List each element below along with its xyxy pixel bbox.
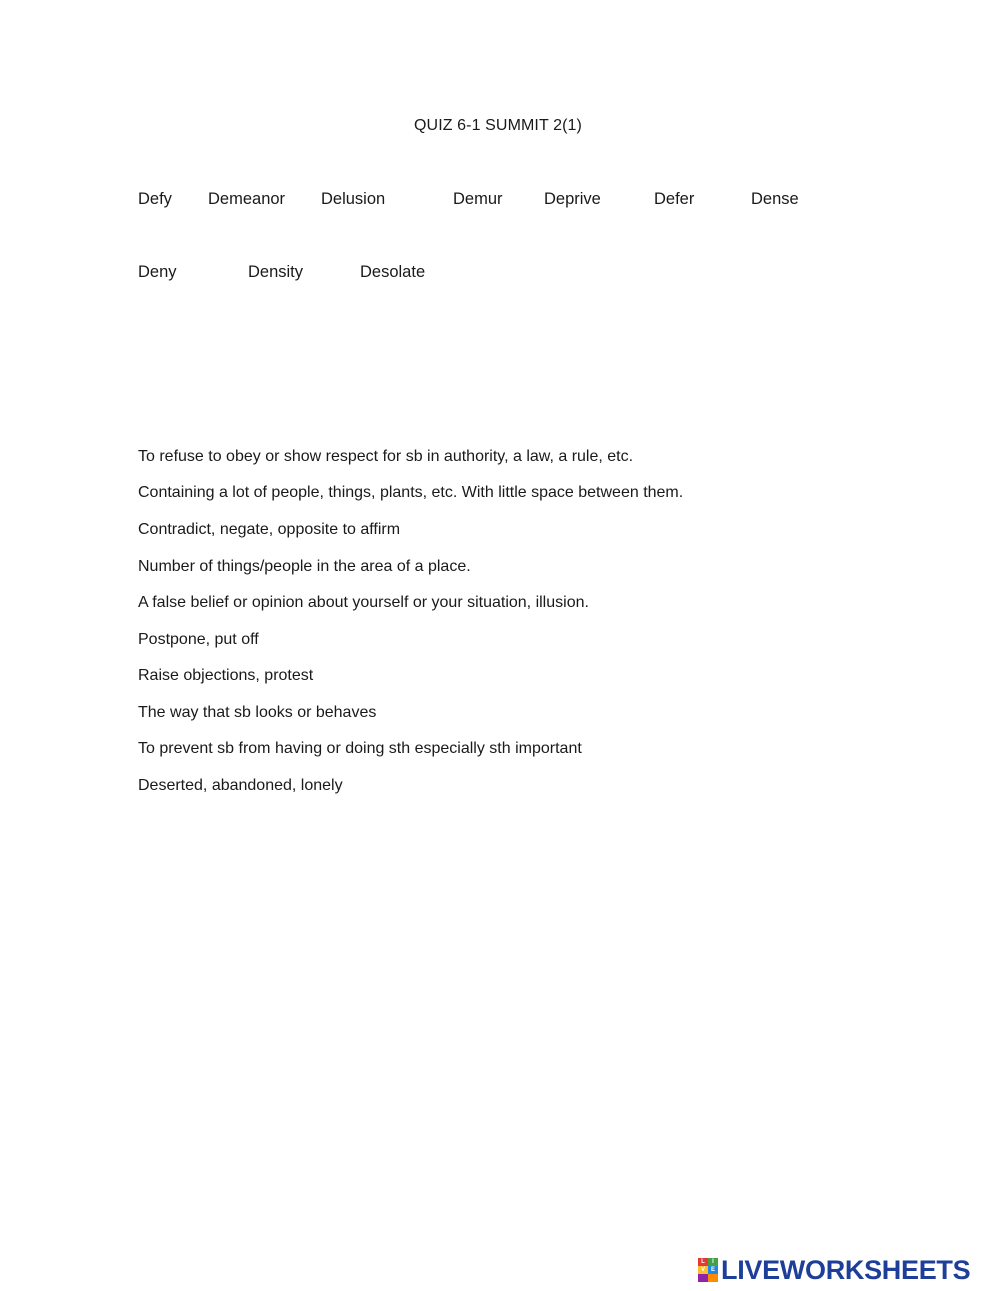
word-bank-item: Desolate (360, 263, 426, 281)
word-bank-item: Deny (138, 263, 177, 281)
logo-mark-icon (698, 1258, 718, 1282)
logo-tile: L (698, 1258, 708, 1266)
word-bank-item: Demur (453, 190, 503, 208)
definition-line: To prevent sb from having or doing sth especially sth important (138, 740, 582, 757)
word-bank-item: Demeanor (208, 190, 286, 208)
logo-tile (708, 1274, 718, 1282)
word-bank-item: Density (248, 263, 304, 281)
logo-tile: I (708, 1258, 718, 1266)
word-bank-item: Dense (751, 190, 799, 208)
definition-line: The way that sb looks or behaves (138, 704, 377, 721)
logo-text: LIVEWORKSHEETS (721, 1254, 971, 1285)
logo-tile (698, 1274, 708, 1282)
definition-line: Containing a lot of people, things, plants, etc. With little space between them. (138, 484, 684, 501)
word-bank-item: Defer (654, 190, 695, 208)
definition-line: Number of things/people in the area of a place. (138, 558, 471, 575)
word-bank-item: Defy (138, 190, 172, 208)
definition-line: Raise objections, protest (138, 667, 314, 684)
word-bank-item: Deprive (544, 190, 601, 208)
logo-tile: V (698, 1266, 708, 1274)
definition-line: Postpone, put off (138, 631, 259, 648)
definition-line: Contradict, negate, opposite to affirm (138, 521, 401, 538)
definition-line: A false belief or opinion about yourself or your situation, illusion. (138, 594, 589, 611)
liveworksheets-logo (698, 1254, 970, 1286)
logo-tile: E (708, 1266, 718, 1274)
definition-line: To refuse to obey or show respect for sb in authority, a law, a rule, etc. (138, 448, 634, 465)
word-bank-item: Delusion (321, 190, 386, 208)
definition-line: Deserted, abandoned, lonely (138, 777, 343, 794)
page-title: QUIZ 6-1 SUMMIT 2(1) (414, 117, 582, 134)
